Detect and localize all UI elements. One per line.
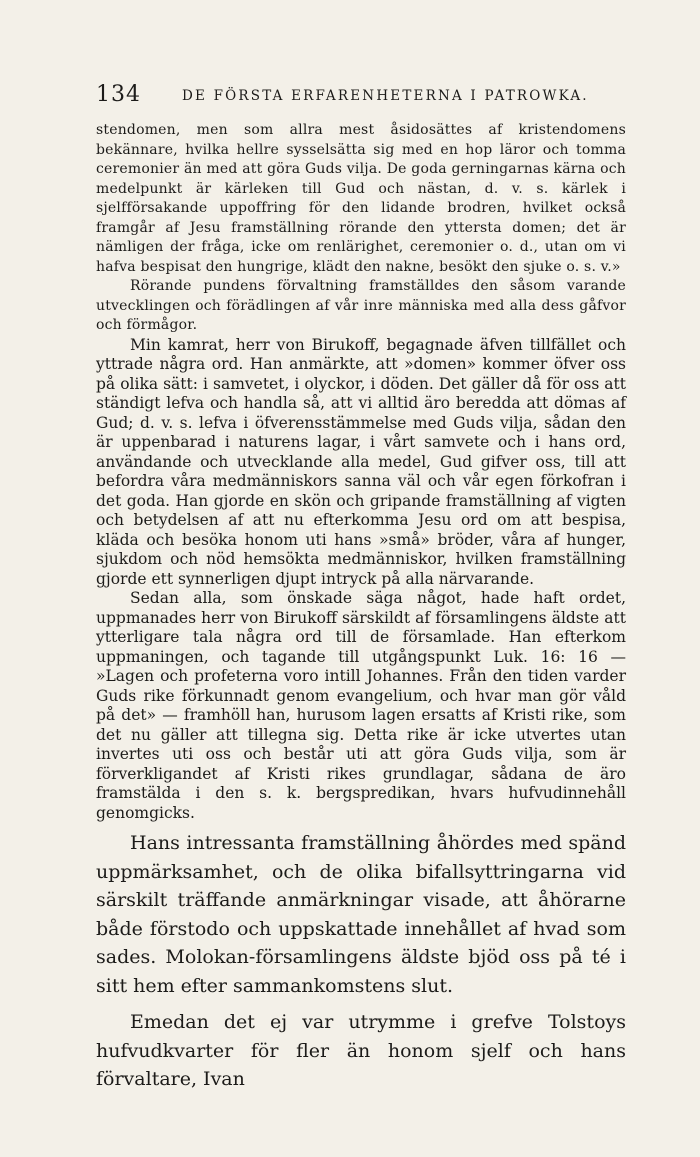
paragraph-4: Sedan alla, som önskade säga något, hade haft ordet, uppmanades herr von Birukoff särskildt af församlingens äldste att ytterligare tala några ord till de församlade. Han efterkom uppmaningen, och tagande till utgångspunkt Luk. 16: 16 — »Lagen och profeterna voro intill Johannes. Från den tiden varder Guds rike förkunnadt genom evangelium, och hvar man gör våld på det» — framhöll han, hurusom lagen ersatts af Kristi rike, som det nu gäller att tillegna sig. Detta rike är icke utvertes utan invertes uti oss och består uti att göra Guds vilja, som är förverkligandet af Kristi rikes grundlagar, sådana de äro framstälda i den s. k. bergspredikan, hvars hufvudinnehåll genomgicks. — [96, 589, 626, 822]
paragraph-1: stendomen, men som allra mest åsidosättes af kristendomens bekännare, hvilka hellre sysselsätta sig med en hop läror och tomma ceremonier än med att göra Guds vilja. De goda gerningarnas kärna och medelpunkt är kärleken till Gud och nästan, d. v. s. kärlek i sjelfförsakande uppoffring för den lidande brodren, hvilket också framgår af Jesu framställning rörande den yttersta domen; det är nämligen der fråga, icke om renlärighet, ceremonier o. d., utan om vi hafva bespisat den hungrige, klädt den nakne, besökt den sjuke o. s. v.» — [96, 122, 626, 275]
paragraph-5: Hans intressanta framställning åhördes med spänd uppmärksamhet, och de olika bifallsyttringarna vid särskilt träffande anmärkningar visade, att åhörarne både förstodo och uppskattade innehållet af hvad som sades. Molokan-församlingens äldste bjöd oss på té i sitt hem efter sammankomstens slut. — [96, 832, 626, 997]
body-text — [96, 121, 626, 1094]
paragraph-2: Rörande pundens förvaltning framställdes den såsom varande utvecklingen och förädlingen af vår inre människa med alla dess gåfvor och förmågor. — [96, 278, 626, 333]
page-number: 134 — [96, 82, 141, 107]
paragraph-3: Min kamrat, herr von Birukoff, begagnade äfven tillfället och yttrade några ord. Han anmärkte, att »domen» kommer öfver oss på olika sätt: i samvetet, i olyckor, i döden. Det gäller då för oss att ständigt lefva och handla så, att vi alltid äro beredda att dömas af Gud; d. v. s. lefva i öfverensstämmelse med Guds vilja, sådan den är uppenbarad i naturens lagar, i vårt samvete och i hans ord, användande och utvecklande alla medel, Gud gifver oss, till att befordra våra medmänniskors sanna väl och vår egen förkofran i det goda. Han gjorde en skön och gripande framställning af vigten och betydelsen af att nu efterkomma Jesu ord om att bespisa, kläda och besöka honom uti hans »små» bröder, våra af hunger, sjukdom och nöd hemsökta medmänniskor, hvilken framställning gjorde ett synnerligen djupt intryck på alla närvarande. — [96, 335, 626, 588]
running-head: DE FÖRSTA ERFARENHETERNA I PATROWKA. — [182, 88, 589, 104]
paragraph-6: Emedan det ej var utrymme i grefve Tolstoys hufvudkvarter för fler än honom sjelf och hans förvaltare, Ivan — [96, 1011, 626, 1090]
